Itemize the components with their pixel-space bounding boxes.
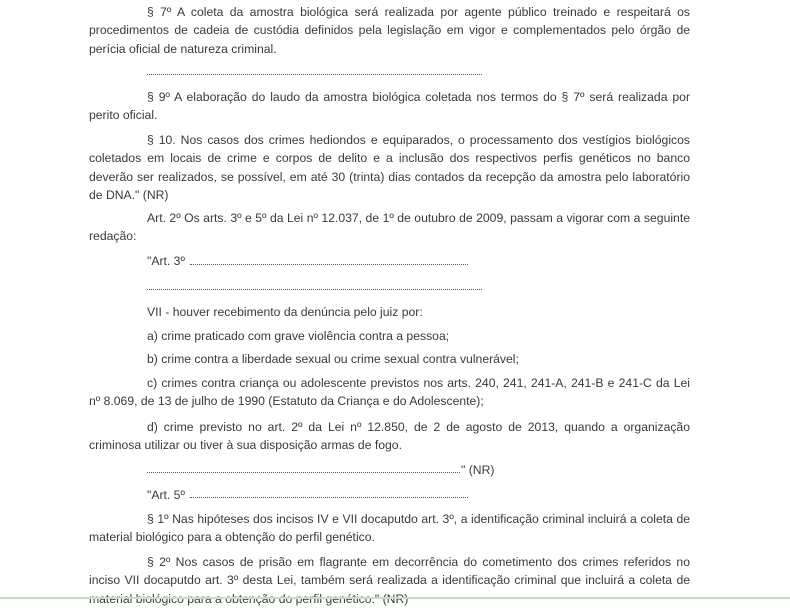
item-c — [89, 374, 690, 411]
paragraph-text: § 1º Nas hipóteses dos incisos IV e VII docaputdo art. 3º, a identificação criminal incluirá a coleta de material biológico para a obtenção do perfil genético. — [89, 512, 690, 545]
paragraph-10 — [89, 131, 690, 204]
paragraph-text: Art. 2º Os arts. 3º e 5º da Lei nº 12.037, de 1º de outubro de 2009, passam a vigorar com a seguinte redação: — [89, 211, 690, 244]
article-label: "Art. 3º — [147, 254, 185, 268]
paragraph-text: VII - houver recebimento da denúncia pelo juiz por: — [147, 305, 423, 319]
paragraph-7 — [89, 3, 690, 58]
article-3-heading — [89, 252, 690, 270]
article-2 — [89, 209, 690, 246]
omission-dots — [190, 264, 468, 265]
paragraph-text: b) crime contra a liberdade sexual ou crime sexual contra vulnerável; — [147, 352, 519, 366]
paragraph-text: § 7º A coleta da amostra biológica será realizada por agente público treinado e respeitará os procedimentos de cadeia de custódia definidos pela legislação em vigor e complementados pelo órgão de perícia oficial de natureza criminal. — [89, 5, 690, 56]
omission-dots — [147, 472, 460, 473]
paragraph-text: § 9º A elaboração do laudo da amostra biológica coletada nos termos do § 7º será realizada por perito oficial. — [89, 90, 690, 123]
omission-dots — [190, 497, 468, 498]
article-label: "Art. 5º — [147, 488, 185, 502]
paragraph-text: a) crime praticado com grave violência contra a pessoa; — [147, 329, 450, 343]
paragraph-text: c) crimes contra criança ou adolescente previstos nos arts. 240, 241, 241-A, 241-B e 241-C da Lei nº 8.069, de 13 de julho de 1990 (Estatuto da Criança e do Adolescente); — [89, 376, 690, 409]
nr-marker: " (NR) — [461, 463, 495, 477]
paragraph-text: d) crime previsto no art. 2º da Lei nº 12.850, de 2 de agosto de 2013, quando a organização criminosa utilizar ou tiver à sua disposição armas de fogo. — [89, 420, 690, 453]
inciso-vii — [89, 303, 690, 321]
item-b — [89, 350, 690, 368]
paragraph-1 — [89, 510, 690, 547]
item-d — [89, 418, 690, 455]
paragraph-9 — [89, 88, 690, 125]
omission-dots — [147, 74, 482, 75]
bottom-border — [0, 597, 790, 599]
item-a — [89, 327, 690, 345]
paragraph-text: § 10. Nos casos dos crimes hediondos e equiparados, o processamento dos vestígios biológicos coletados em locais de crime e corpos de delito e a inclusão dos respectivos perfis genéticos no banco deverão ser realizados, se possível, em até 30 (trinta) dias contados da recepção da amostra pelo laboratório de DNA." (NR) — [89, 133, 690, 202]
paragraph-2 — [89, 553, 690, 608]
article-5-heading — [89, 486, 690, 504]
paragraph-text: § 2º Nos casos de prisão em flagrante em decorrência do cometimento dos crimes referidos no inciso VII docaputdo art. 3º desta Lei, também será realizada a identificação criminal que incluirá a coleta de — [89, 555, 690, 588]
omission-dots — [147, 289, 482, 290]
